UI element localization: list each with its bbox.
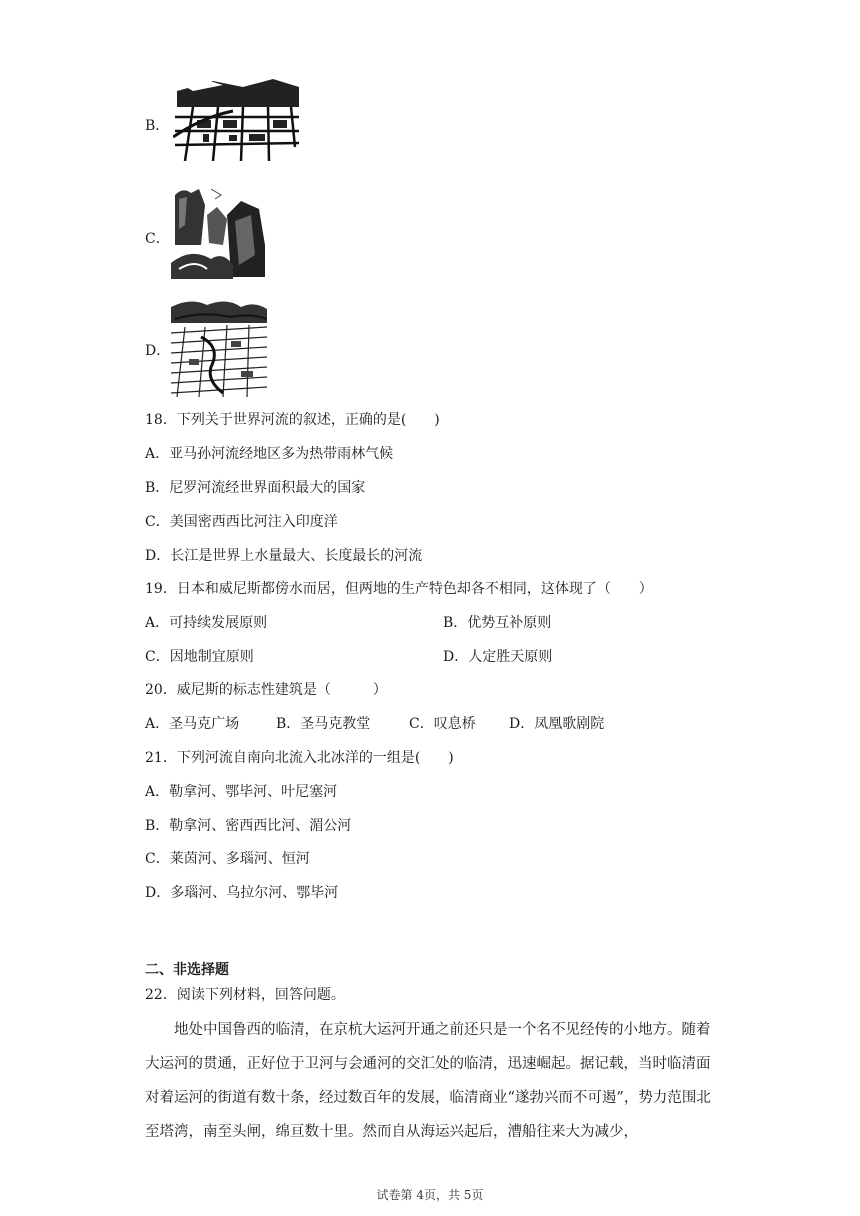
- q20-option-c: C．叹息桥: [409, 716, 476, 732]
- q18-option-b: B．尼罗河流经世界面积最大的国家: [145, 480, 366, 496]
- q21-option-a: A．勒拿河、鄂毕河、叶尼塞河: [145, 784, 338, 800]
- q19-stem: 19．日本和威尼斯都傍水而居，但两地的生产特色却各不相同，这体现了（ ）: [145, 581, 653, 597]
- q20-stem: 20．威尼斯的标志性建筑是（ ）: [145, 682, 387, 698]
- q18-stem: 18．下列关于世界河流的叙述，正确的是( ): [145, 412, 440, 428]
- q19-option-c: C．因地制宜原则: [145, 649, 254, 665]
- q19-option-a: A．可持续发展原则: [145, 615, 268, 631]
- q22-passage: 地处中国鲁西的临清，在京杭大运河开通之前还只是一个名不见经传的小地方。随着大运河的贯通，正好位于卫河与会通河的交汇处的临清，迅速崛起。据记载，当时临清面对着运河的街道有数十条，经过数百年的发展，临清商业“遂勃兴而不可遏”，势力范围北至塔湾，南至头闸，绵亘数十里。然而自从海运兴起后，漕船往来大为减少，: [145, 1022, 711, 1140]
- q18-option-d: D．长江是世界上水量最大、长度最长的河流: [145, 548, 423, 564]
- q21-option-d: D．多瑙河、乌拉尔河、鄂毕河: [145, 885, 339, 901]
- q20-option-d: D．凤凰歌剧院: [509, 716, 605, 732]
- q21-stem: 21．下列河流自南向北流入北冰洋的一组是( ): [145, 750, 454, 766]
- q21-option-c: C．莱茵河、多瑙河、恒河: [145, 851, 310, 867]
- q18-option-a: A．亚马孙河流经地区多为热带雨林气候: [145, 446, 394, 462]
- q20-option-a: A．圣马克广场: [145, 716, 240, 732]
- option-c-label: C．: [145, 231, 170, 247]
- q19-option-d: D．人定胜天原则: [443, 649, 553, 665]
- page-footer: 试卷第 4页，共 5页: [376, 1188, 484, 1202]
- option-b-label: B．: [145, 118, 170, 134]
- q21-option-b: B．勒拿河、密西西比河、湄公河: [145, 818, 352, 834]
- option-b-image: [172, 76, 302, 164]
- q20-option-b: B．圣马克教堂: [276, 716, 371, 732]
- option-d-image: [170, 296, 268, 398]
- option-c-image: [170, 184, 268, 280]
- q18-option-c: C．美国密西西比河注入印度洋: [145, 514, 338, 530]
- section-title: 二、非选择题: [145, 962, 229, 978]
- q22-stem: 22．阅读下列材料，回答问题。: [145, 987, 345, 1003]
- q19-option-b: B．优势互补原则: [443, 615, 552, 631]
- option-d-label: D．: [145, 343, 171, 359]
